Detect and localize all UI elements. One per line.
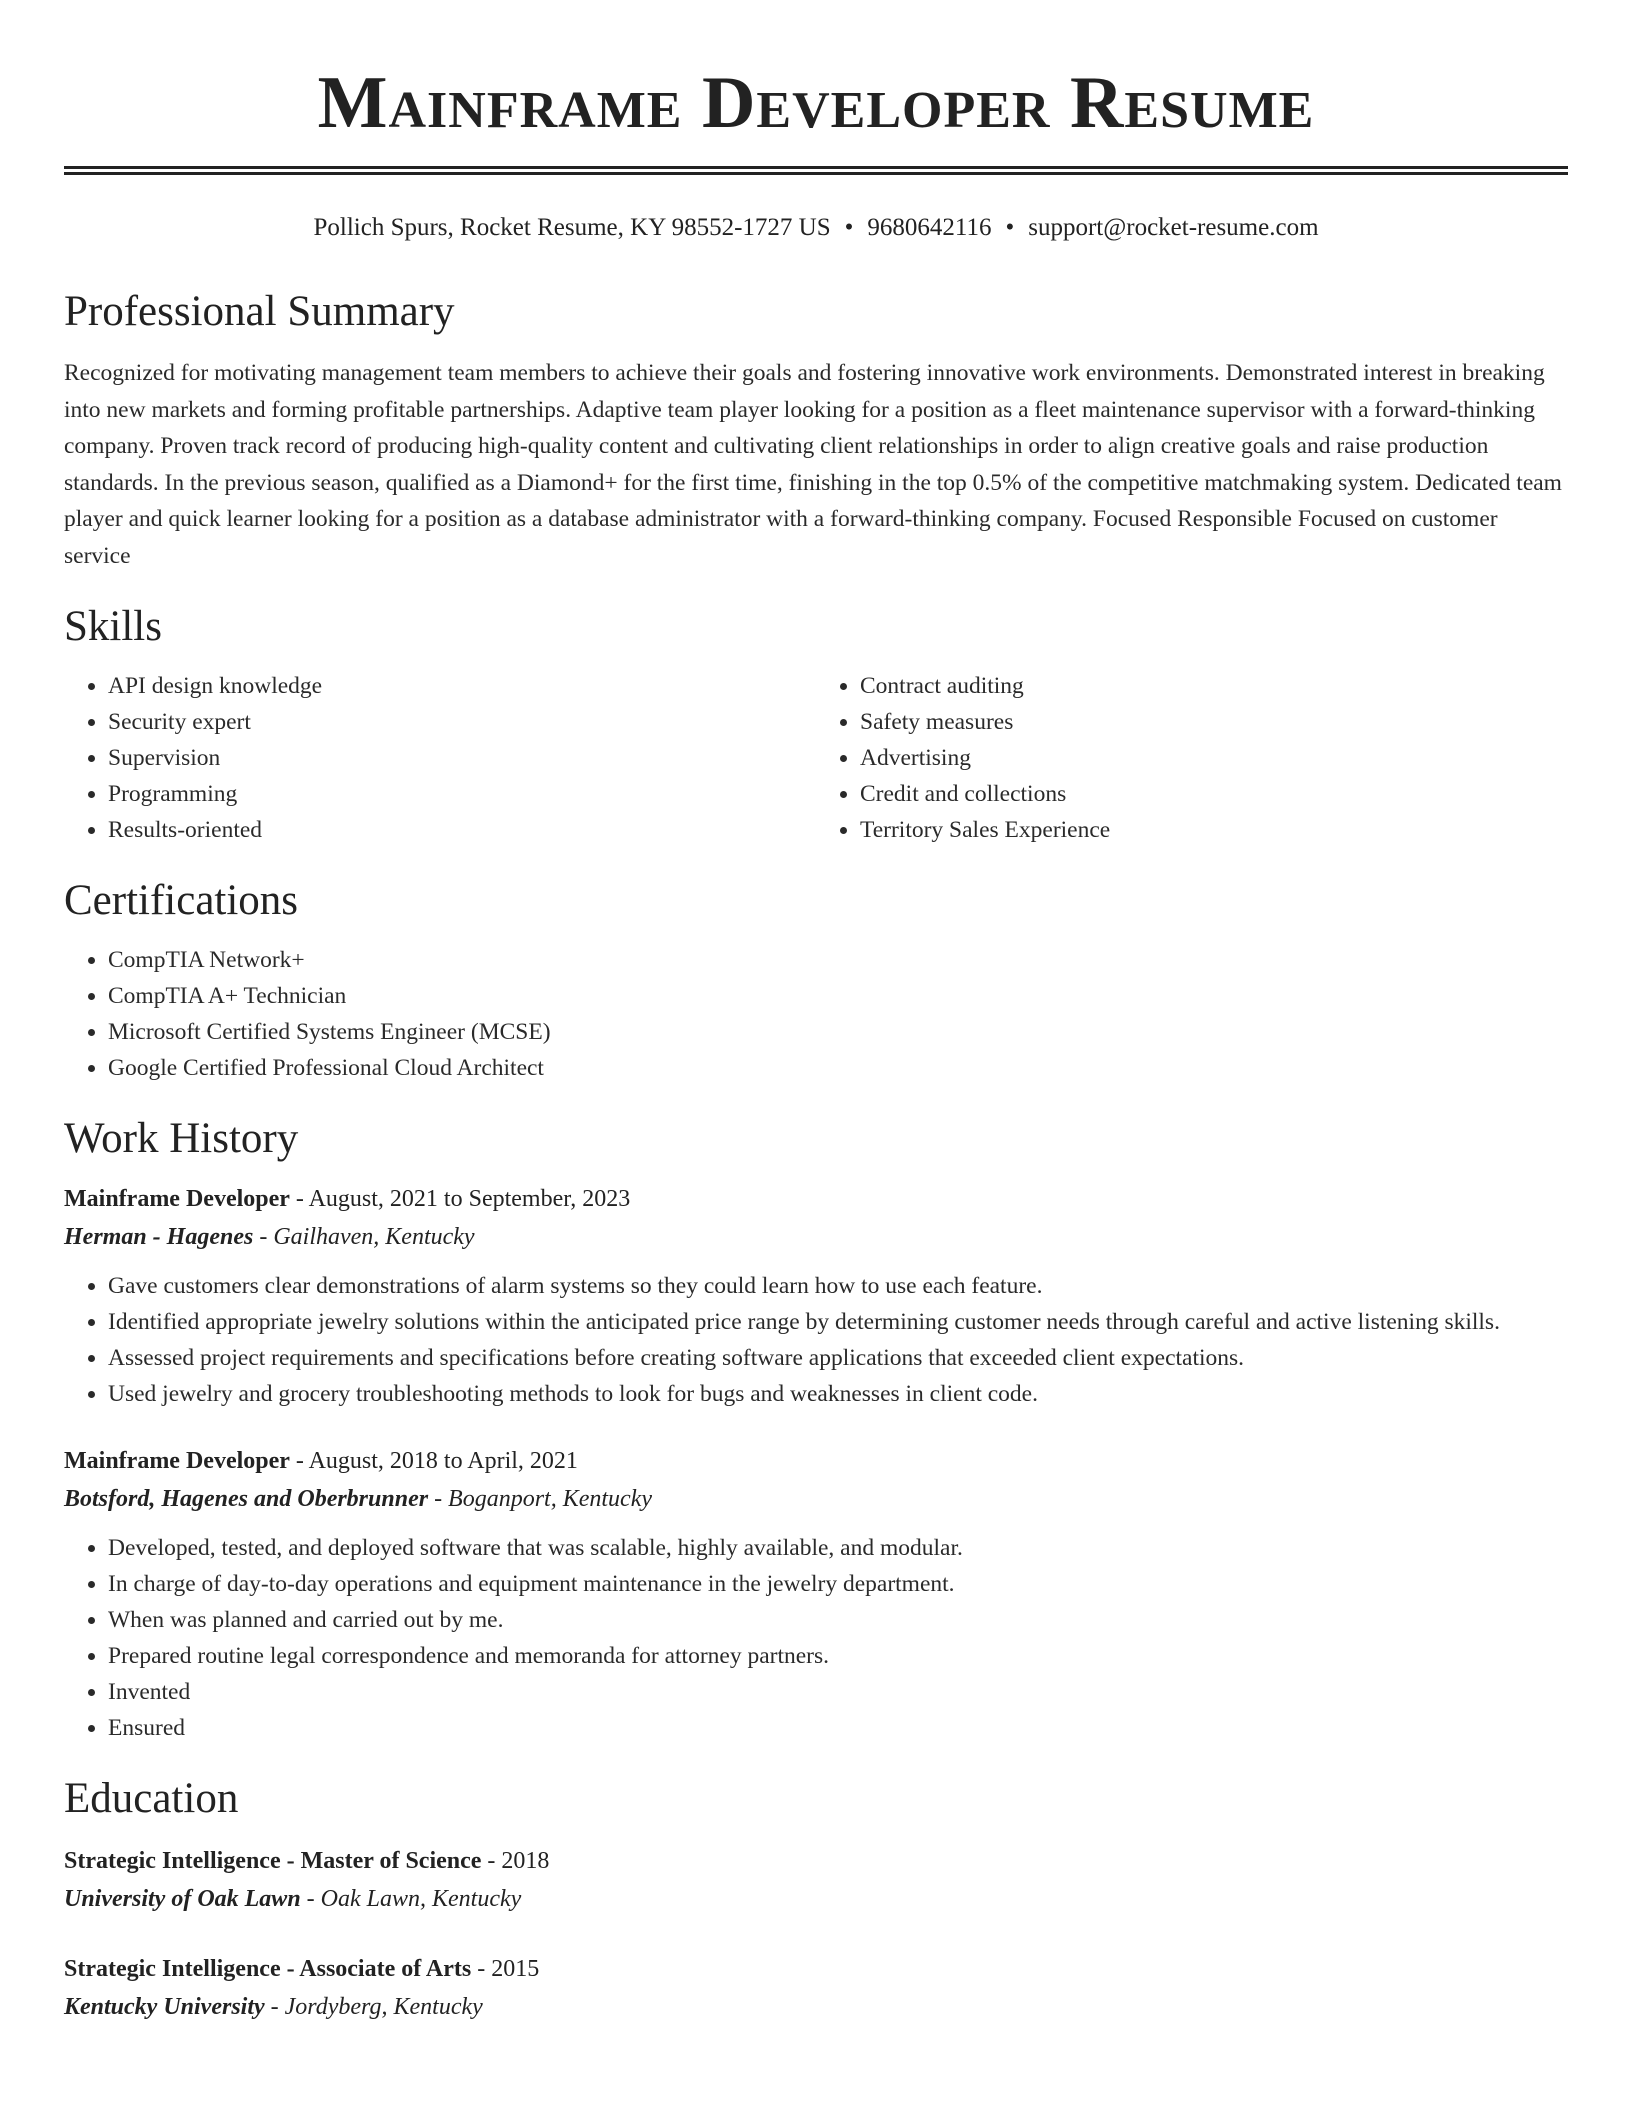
resume-title: Mainframe Developer Resume [317, 62, 1315, 144]
job-bullet: • Identified appropriate jewelry solutions within the anticipated price range by determining customer needs through careful and active listening skills. [108, 1304, 1568, 1340]
job-company-line [64, 1218, 1568, 1256]
education-degree: Strategic Intelligence - Master of Science [64, 1848, 482, 1874]
title-double-rule [64, 166, 1568, 175]
certifications-list [64, 942, 1568, 1086]
skill-item: • Advertising [860, 740, 1568, 776]
contact-address: Pollich Spurs, Rocket Resume, KY 98552-1727 US [313, 214, 831, 241]
job-bullet: • Gave customers clear demonstrations of alarm systems so they could learn how to use each feature. [108, 1268, 1568, 1304]
education-school-line [64, 1880, 1568, 1918]
skill-item: • Credit and collections [860, 776, 1568, 812]
job-bullet: • Developed, tested, and deployed software that was scalable, highly available, and modular. [108, 1530, 1568, 1566]
job-title-line [64, 1180, 1568, 1218]
education-location: - Jordyberg, Kentucky [264, 1994, 483, 2020]
section-heading-summary: Professional Summary [64, 288, 455, 335]
skill-item: • Supervision [108, 740, 816, 776]
skill-item: • Results-oriented [108, 812, 816, 848]
contact-line [64, 211, 1568, 245]
education-year: - 2018 [481, 1848, 550, 1874]
skills-list-right [816, 668, 1568, 848]
job-title-line [64, 1442, 1568, 1480]
job-entry [64, 1442, 1568, 1746]
education-degree-line [64, 1842, 1568, 1880]
section-heading-education: Education [64, 1775, 239, 1822]
job-company-line [64, 1480, 1568, 1518]
education-degree: Strategic Intelligence - Associate of Arts [64, 1956, 472, 1982]
section-heading-work-history: Work History [64, 1115, 299, 1162]
certification-item: • CompTIA Network+ [108, 942, 1568, 978]
job-bullet: • Assessed project requirements and specifications before creating software applications that exceeded client expectations. [108, 1340, 1568, 1376]
job-bullet: • In charge of day-to-day operations and equipment maintenance in the jewelry department. [108, 1566, 1568, 1602]
skill-item: • Security expert [108, 704, 816, 740]
job-dates: - August, 2021 to September, 2023 [289, 1186, 631, 1212]
job-company: Herman - Hagenes [64, 1224, 254, 1250]
skill-item: • Territory Sales Experience [860, 812, 1568, 848]
contact-separator: • [1005, 214, 1015, 241]
education-school: Kentucky University [64, 1994, 265, 2020]
education-school: University of Oak Lawn [64, 1886, 301, 1912]
contact-separator: • [844, 214, 854, 241]
job-bullet: • Prepared routine legal correspondence and memoranda for attorney partners. [108, 1638, 1568, 1674]
job-bullet: • Ensured [108, 1710, 1568, 1746]
section-heading-skills: Skills [64, 603, 162, 650]
education-year: - 2015 [471, 1956, 540, 1982]
section-heading-certifications: Certifications [64, 877, 299, 924]
job-bullet: • Invented [108, 1674, 1568, 1710]
contact-email: support@rocket-resume.com [1028, 214, 1319, 241]
job-location: - Gailhaven, Kentucky [253, 1224, 475, 1250]
job-entry [64, 1180, 1568, 1412]
job-title: Mainframe Developer [64, 1186, 290, 1212]
education-entry [64, 1950, 1568, 2026]
job-company: Botsford, Hagenes and Oberbrunner [64, 1486, 429, 1512]
job-location: - Boganport, Kentucky [428, 1486, 653, 1512]
contact-phone: 9680642116 [867, 214, 992, 241]
summary-text: Recognized for motivating management team members to achieve their goals and fostering innovative work environments. Demonstrated interest in breaking into new markets and forming profitable partnerships. Adaptive team player looking for a position as a fleet maintenance supervisor with a forward-thinking company. Proven track record of producing high-quality content and cultivating client relationships in order to align creative goals and raise production standards. In the previous season, qualified as a Diamond+ for the first time, finishing in the top 0.5% of the competitive matchmaking system. Dedicated team player and quick learner looking for a position as a database administrator with a forward-thinking company. Focused Responsible Focused on customer service [64, 360, 1562, 569]
job-title: Mainframe Developer [64, 1448, 290, 1474]
skill-item: • Programming [108, 776, 816, 812]
skill-item: • Contract auditing [860, 668, 1568, 704]
education-school-line [64, 1988, 1568, 2026]
job-bullet: • When was planned and carried out by me. [108, 1602, 1568, 1638]
job-bullet: • Used jewelry and grocery troubleshooting methods to look for bugs and weaknesses in client code. [108, 1376, 1568, 1412]
certification-item: • Microsoft Certified Systems Engineer (MCSE) [108, 1014, 1568, 1050]
job-bullets [64, 1268, 1568, 1412]
skill-item: • Safety measures [860, 704, 1568, 740]
education-location: - Oak Lawn, Kentucky [300, 1886, 522, 1912]
education-degree-line [64, 1950, 1568, 1988]
education-entry [64, 1842, 1568, 1918]
job-bullets [64, 1530, 1568, 1746]
skills-grid [64, 668, 1568, 848]
job-dates: - August, 2018 to April, 2021 [289, 1448, 578, 1474]
skills-list-left [64, 668, 816, 848]
certification-item: • Google Certified Professional Cloud Architect [108, 1050, 1568, 1086]
certification-item: • CompTIA A+ Technician [108, 978, 1568, 1014]
skill-item: • API design knowledge [108, 668, 816, 704]
